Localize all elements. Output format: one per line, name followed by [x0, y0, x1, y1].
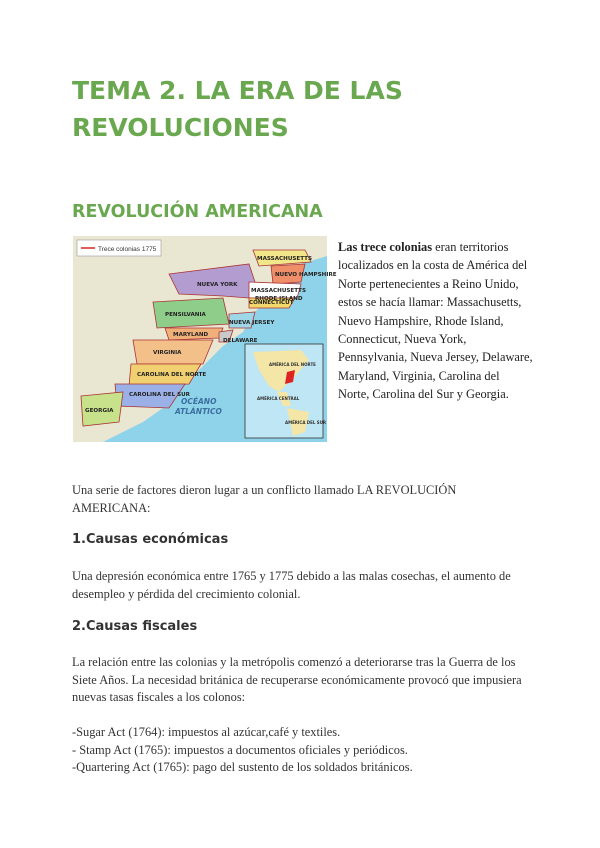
inset-label-central: AMÉRICA CENTRAL	[257, 396, 300, 401]
heading-fiscal-causes: 2.Causas fiscales	[72, 619, 198, 634]
label-rhode-island: RHODE ISLAND	[255, 296, 303, 302]
colonies-map-svg	[73, 236, 337, 442]
label-connecticut: CONNECTICUT	[249, 300, 294, 306]
paragraph-fiscal: La relación entre las colonias y la metrópolis comenzó a deteriorarse tras la Guerra de los Siete Años. La necesidad británica de recuperarse económicamente provocó que impusiera nuevas tasas fiscales a los colonos:	[72, 655, 522, 705]
acts-list	[72, 724, 532, 777]
title-line-1: TEMA 2. LA ERA DE LAS	[72, 76, 403, 105]
label-nueva-york: NUEVA YORK	[197, 282, 238, 288]
heading-economic-causes: 1.Causas económicas	[72, 532, 229, 547]
paragraph-economic: Una depresión económica entre 1765 y 1775 debido a las malas cosechas, el aumento de desempleo y pérdida del crecimiento colonial.	[72, 569, 511, 601]
label-carolina-del-norte: CAROLINA DEL NORTE	[137, 372, 207, 378]
act-item-stamp: - Stamp Act (1765): impuestos a documentos oficiales y periódicos.	[72, 742, 408, 757]
act-item-sugar: -Sugar Act (1764): impuestos al azúcar,café y textiles.	[72, 725, 341, 739]
inset-label-south: AMÉRICA DEL SUR	[285, 420, 327, 425]
intro-bold: Las trece colonias	[338, 240, 433, 254]
label-massachusetts-2: MASSACHUSETTS	[251, 288, 306, 294]
label-pensilvania: PENSILVANIA	[165, 312, 206, 318]
page-title	[72, 72, 532, 146]
intro-paragraph	[338, 238, 533, 404]
label-virginia: VIRGINIA	[153, 350, 182, 356]
paragraph-factors: Una serie de factores dieron lugar a un conflicto llamado LA REVOLUCIÓN AMERICANA:	[72, 483, 457, 515]
title-line-2: REVOLUCIONES	[72, 113, 289, 142]
label-georgia: GEORGIA	[85, 408, 114, 414]
label-massachusetts: MASSACHUSETTS	[257, 256, 312, 262]
ocean-label-2: ATLÁNTICO	[175, 407, 222, 416]
colonies-map	[73, 236, 337, 442]
ocean-label-1: OCÉANO	[181, 397, 217, 406]
label-delaware: DELAWARE	[223, 338, 258, 344]
label-nueva-jersey: NUEVA JERSEY	[229, 320, 275, 326]
label-carolina-del-sur: CAROLINA DEL SUR	[129, 392, 190, 398]
legend-label: Trece colonias 1775	[98, 246, 157, 253]
section-heading: REVOLUCIÓN AMERICANA	[72, 202, 323, 222]
inset-label-north: AMÉRICA DEL NORTE	[269, 362, 316, 367]
label-nuevo-hampshire: NUEVO HAMPSHIRE	[275, 272, 337, 278]
act-item-quartering: -Quartering Act (1765): pago del sustento de los soldados británicos.	[72, 760, 413, 775]
label-maryland: MARYLAND	[173, 332, 209, 338]
intro-rest: eran territorios localizados en la costa de América del Norte pertenecientes a Reino Unido, estos se hacía llamar: Massachusetts, Nuevo Hampshire, Rhode Island, Connecticut, Nueva York, Pennsylvania, Nueva Jersey, Delaware, Maryland, Virginia, Carolina del Norte, Carolina del Sur y Georgia.	[338, 240, 533, 402]
